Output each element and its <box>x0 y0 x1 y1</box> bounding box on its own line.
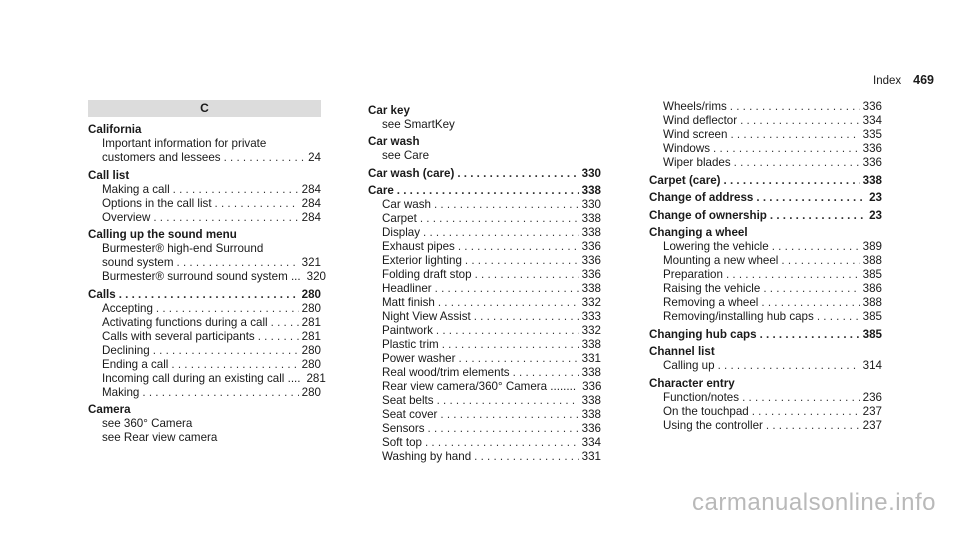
index-subentry <box>88 358 321 372</box>
index-subentry <box>368 226 601 240</box>
entry-text: Important information for private <box>102 137 267 150</box>
dot-leader <box>718 359 860 373</box>
entry-text: Seat cover <box>382 408 438 421</box>
index-entry <box>649 174 882 188</box>
entry-text: Using the controller <box>663 418 763 432</box>
entry-text: Calls with several participants <box>102 329 255 343</box>
entry-text: Overview <box>102 210 151 224</box>
index-column-2 <box>368 100 601 464</box>
dot-leader <box>475 268 579 282</box>
index-subentry <box>88 344 321 358</box>
dot-leader <box>781 254 859 268</box>
dot-leader <box>428 422 579 436</box>
page-reference: 335 <box>862 128 882 141</box>
index-subentry <box>368 198 601 212</box>
dot-leader <box>436 324 579 338</box>
entry-text: Calling up <box>663 359 715 372</box>
page-reference: 281 <box>306 371 326 385</box>
page-reference: 320 <box>306 270 326 283</box>
dot-leader <box>772 240 860 254</box>
index-subentry <box>368 296 601 310</box>
index-subentry <box>368 118 601 132</box>
index-subentry <box>88 211 321 225</box>
page-reference: 336 <box>862 142 882 155</box>
page-header <box>873 73 934 87</box>
entry-text: see Care <box>382 149 430 162</box>
dot-leader <box>153 211 298 225</box>
dot-leader <box>457 167 578 181</box>
index-subentry <box>88 242 321 256</box>
index-subentry <box>368 149 601 163</box>
entry-text: Real wood/trim elements <box>382 366 510 379</box>
page-reference: 284 <box>301 182 321 196</box>
entry-text: Calls <box>88 287 116 301</box>
index-entry <box>368 135 601 163</box>
dot-leader <box>761 296 859 310</box>
page-reference: 338 <box>581 366 601 379</box>
entry-text: see Rear view camera <box>102 431 218 444</box>
index-subentry <box>88 270 326 284</box>
dot-leader <box>742 391 860 405</box>
index-subentry <box>368 408 601 422</box>
dot-leader <box>458 352 578 366</box>
page-reference: 330 <box>581 166 601 180</box>
page-reference: 280 <box>301 343 321 357</box>
entry-text: Making a call <box>102 182 170 196</box>
entry-text: Change of ownership <box>649 208 767 222</box>
entry-text: Preparation <box>663 268 723 281</box>
index-subentry <box>368 338 601 352</box>
index-entry <box>649 377 882 433</box>
page-reference: 385 <box>862 310 882 323</box>
entry-text: Calling up the sound menu <box>88 228 237 241</box>
entry-text: Wheels/rims <box>663 100 727 113</box>
section-letter: C <box>88 100 321 117</box>
index-subentry <box>368 436 601 450</box>
page-reference: 338 <box>581 338 601 351</box>
page-reference: 236 <box>862 390 882 404</box>
entry-text: Call list <box>88 168 130 182</box>
index-subentry <box>649 419 882 433</box>
index-subentry <box>368 324 601 338</box>
entry-text: Declining <box>102 343 150 357</box>
index-heading <box>88 288 321 302</box>
entry-text: see 360° Camera <box>102 417 193 430</box>
page-reference: 336 <box>862 156 882 169</box>
entry-text: Channel list <box>649 345 715 358</box>
index-subentry <box>368 282 601 296</box>
index-heading <box>649 345 882 359</box>
index-subentry <box>368 310 601 324</box>
index-subentry <box>88 183 321 197</box>
page-reference: 280 <box>301 301 321 315</box>
page-reference: 237 <box>862 404 882 418</box>
page-reference: 333 <box>581 310 601 323</box>
index-heading <box>88 403 321 417</box>
index-subentry <box>649 359 882 373</box>
dot-leader <box>177 256 299 270</box>
entry-text: Options in the call list <box>102 196 212 210</box>
index-subentry <box>88 316 321 330</box>
dot-leader <box>756 191 866 205</box>
index-entry <box>649 100 882 170</box>
entry-text: Soft top <box>382 436 422 449</box>
index-subentry <box>368 422 601 436</box>
index-entry <box>88 287 326 400</box>
index-heading <box>649 226 882 240</box>
page-reference: 284 <box>301 196 321 210</box>
index-subentry <box>649 156 882 170</box>
dot-leader <box>156 302 299 316</box>
index-subentry <box>368 352 601 366</box>
index-subentry <box>649 240 882 254</box>
dot-leader <box>770 209 866 223</box>
entry-text: Car wash <box>382 198 431 211</box>
entry-text: Car wash <box>368 135 420 148</box>
dot-leader <box>224 151 306 165</box>
dot-leader <box>474 450 579 464</box>
entry-text: Removing/installing hub caps <box>663 310 814 323</box>
page-reference: 280 <box>301 385 321 399</box>
page-reference: 388 <box>862 296 882 309</box>
page-reference: 23 <box>869 191 882 204</box>
dot-leader <box>817 310 860 324</box>
index-subentry <box>649 254 882 268</box>
entry-text: Making <box>102 385 140 399</box>
index-subentry <box>368 380 601 394</box>
page-reference: 330 <box>581 198 601 211</box>
entry-text: Wiper blades <box>663 156 731 169</box>
page-reference: 23 <box>869 208 882 222</box>
index-subentry <box>649 391 882 405</box>
entry-text: Raising the vehicle <box>663 282 761 295</box>
page-reference: 338 <box>581 408 601 421</box>
entry-text: Changing a wheel <box>649 226 748 239</box>
entry-text: Windows <box>663 142 711 155</box>
index-subentry <box>649 128 882 142</box>
page-number: 469 <box>913 73 934 87</box>
index-subentry <box>649 405 882 419</box>
index-entry <box>649 345 882 373</box>
index-heading <box>649 191 882 205</box>
entry-text: see SmartKey <box>382 117 455 131</box>
page-reference: 336 <box>581 254 601 267</box>
entry-text: Display <box>382 226 421 239</box>
dot-leader <box>440 408 578 422</box>
index-subentry <box>649 268 882 282</box>
entry-text: Incoming call during an existing call .... <box>102 371 301 385</box>
index-entry <box>88 228 326 284</box>
page-reference: 280 <box>301 357 321 371</box>
index-heading <box>368 184 601 198</box>
entry-text: Rear view camera/360° Camera ........ <box>382 380 577 393</box>
entry-text: Night View Assist <box>382 310 471 323</box>
dot-leader <box>474 310 579 324</box>
entry-text: Wind deflector <box>663 114 738 127</box>
page-reference: 338 <box>581 282 601 295</box>
page-reference: 388 <box>862 254 882 267</box>
page-reference: 237 <box>862 418 882 432</box>
index-heading <box>368 167 601 181</box>
page-reference: 281 <box>301 315 321 329</box>
index-entry <box>88 123 321 165</box>
dot-leader <box>726 268 860 282</box>
entry-text: Mounting a new wheel <box>663 254 779 267</box>
entry-text: Care <box>368 184 394 197</box>
index-subentry <box>649 100 882 114</box>
entry-text: Headliner <box>382 282 432 295</box>
index-heading <box>649 174 882 188</box>
dot-leader <box>734 156 860 170</box>
page-reference: 334 <box>862 114 882 127</box>
index-subentry <box>88 256 321 270</box>
dot-leader <box>173 183 299 197</box>
index-subentry <box>368 212 601 226</box>
index-subentry <box>368 450 601 464</box>
index-subentry <box>88 197 321 211</box>
entry-text: Removing a wheel <box>663 296 759 309</box>
index-heading <box>88 123 321 137</box>
index-subentry <box>649 296 882 310</box>
entry-text: Changing hub caps <box>649 327 757 341</box>
page-reference: 321 <box>301 256 321 269</box>
entry-text: Washing by hand <box>382 450 472 463</box>
page-reference: 385 <box>862 268 882 281</box>
dot-leader <box>153 344 299 358</box>
index-entry <box>368 104 601 132</box>
index-subentry <box>368 268 601 282</box>
index-column-1 <box>88 100 326 445</box>
page-reference: 338 <box>581 394 601 407</box>
index-subentry <box>368 394 601 408</box>
index-entry <box>649 191 882 205</box>
entry-text: Activating functions during a call <box>102 315 268 329</box>
dot-leader <box>458 240 579 254</box>
dot-leader <box>465 254 579 268</box>
dot-leader <box>434 198 579 212</box>
page-reference: 336 <box>862 100 882 113</box>
entry-text: Car key <box>368 103 410 117</box>
index-subentry <box>88 431 321 445</box>
index-subentry <box>88 151 321 165</box>
dot-leader <box>435 282 579 296</box>
entry-text: Exterior lighting <box>382 254 462 267</box>
page-reference: 338 <box>581 226 601 239</box>
index-subentry <box>649 310 882 324</box>
dot-leader <box>420 212 579 226</box>
index-subentry <box>88 417 321 431</box>
entry-text: Camera <box>88 403 131 416</box>
entry-text: Seat belts <box>382 394 434 407</box>
index-heading <box>368 135 601 149</box>
index-subentry <box>649 282 882 296</box>
index-heading <box>649 328 882 342</box>
dot-leader <box>730 100 860 114</box>
entry-text: California <box>88 123 142 136</box>
entry-text: Folding draft stop <box>382 268 472 281</box>
entry-text: Change of address <box>649 191 754 204</box>
dot-leader <box>425 436 579 450</box>
entry-text: Function/notes <box>663 390 740 404</box>
entry-text: Car wash (care) <box>368 166 455 180</box>
index-heading <box>88 228 321 242</box>
dot-leader <box>119 288 299 302</box>
index-subentry <box>649 114 882 128</box>
page-reference: 336 <box>581 422 601 435</box>
dot-leader <box>258 330 299 344</box>
page-reference: 314 <box>862 359 882 372</box>
dot-leader <box>760 328 860 342</box>
dot-leader <box>740 114 860 128</box>
entry-text: Sensors <box>382 422 425 435</box>
entry-text: Accepting <box>102 301 153 315</box>
dot-leader <box>763 282 859 296</box>
entry-text: Wind screen <box>663 128 728 141</box>
index-entry <box>649 209 882 223</box>
dot-leader <box>730 128 859 142</box>
dot-leader <box>437 394 579 408</box>
index-entry <box>368 167 601 181</box>
page-reference: 336 <box>582 380 602 393</box>
dot-leader <box>215 197 299 211</box>
entry-text: Carpet <box>382 212 417 225</box>
page-title: Index <box>873 75 902 87</box>
entry-text: Ending a call <box>102 357 169 371</box>
dot-leader <box>713 142 860 156</box>
index-entry <box>368 184 601 464</box>
page-reference: 386 <box>862 282 882 295</box>
entry-text: Burmester® high-end Surround <box>102 242 264 255</box>
index-subentry <box>88 371 326 386</box>
entry-text: customers and lessees <box>102 151 221 164</box>
page-reference: 338 <box>862 173 882 187</box>
index-subentry <box>368 366 601 380</box>
index-subentry <box>88 386 321 400</box>
index-entry <box>649 226 882 324</box>
entry-text: Plastic trim <box>382 338 439 351</box>
dot-leader <box>752 405 860 419</box>
index-subentry <box>368 254 601 268</box>
dot-leader <box>271 316 299 330</box>
dot-leader <box>423 226 579 240</box>
page-reference: 281 <box>301 329 321 343</box>
index-column-3 <box>649 100 882 433</box>
index-subentry <box>649 142 882 156</box>
index-entry <box>649 328 882 342</box>
page-reference: 331 <box>581 450 601 463</box>
index-heading <box>649 377 882 391</box>
entry-text: Power washer <box>382 352 456 365</box>
entry-text: Matt finish <box>382 296 435 309</box>
page-reference: 332 <box>581 324 601 337</box>
entry-text: Character entry <box>649 376 735 390</box>
entry-text: Exhaust pipes <box>382 240 455 253</box>
entry-text: sound system <box>102 256 174 269</box>
watermark: carmanualsonline.info <box>692 489 936 516</box>
index-heading <box>649 209 882 223</box>
dot-leader <box>513 366 579 380</box>
dot-leader <box>142 386 298 400</box>
entry-text: Lowering the vehicle <box>663 240 769 253</box>
index-entry <box>88 169 321 225</box>
dot-leader <box>724 174 860 188</box>
page-reference: 338 <box>581 212 601 225</box>
page-reference: 331 <box>581 352 601 365</box>
dot-leader <box>397 184 579 198</box>
page-reference: 280 <box>301 287 321 301</box>
entry-text: Burmester® surround sound system ... <box>102 270 301 283</box>
entry-text: Carpet (care) <box>649 173 721 187</box>
dot-leader <box>442 338 579 352</box>
page-reference: 336 <box>581 268 601 281</box>
index-subentry <box>88 330 321 344</box>
index-subentry <box>88 137 321 151</box>
page-reference: 336 <box>581 240 601 253</box>
index-heading <box>368 104 601 118</box>
entry-text: Paintwork <box>382 324 433 337</box>
page-reference: 389 <box>862 240 882 253</box>
index-subentry <box>368 240 601 254</box>
entry-text: On the touchpad <box>663 404 749 418</box>
page-reference: 334 <box>581 436 601 449</box>
index-subentry <box>88 302 321 316</box>
page-reference: 332 <box>581 296 601 309</box>
page-reference: 338 <box>581 184 601 197</box>
page-reference: 284 <box>301 210 321 224</box>
dot-leader <box>438 296 579 310</box>
dot-leader <box>766 419 860 433</box>
page-reference: 385 <box>862 327 882 341</box>
dot-leader <box>171 358 298 372</box>
index-entry <box>88 403 321 445</box>
page-reference: 24 <box>308 151 321 164</box>
index-heading <box>88 169 321 183</box>
